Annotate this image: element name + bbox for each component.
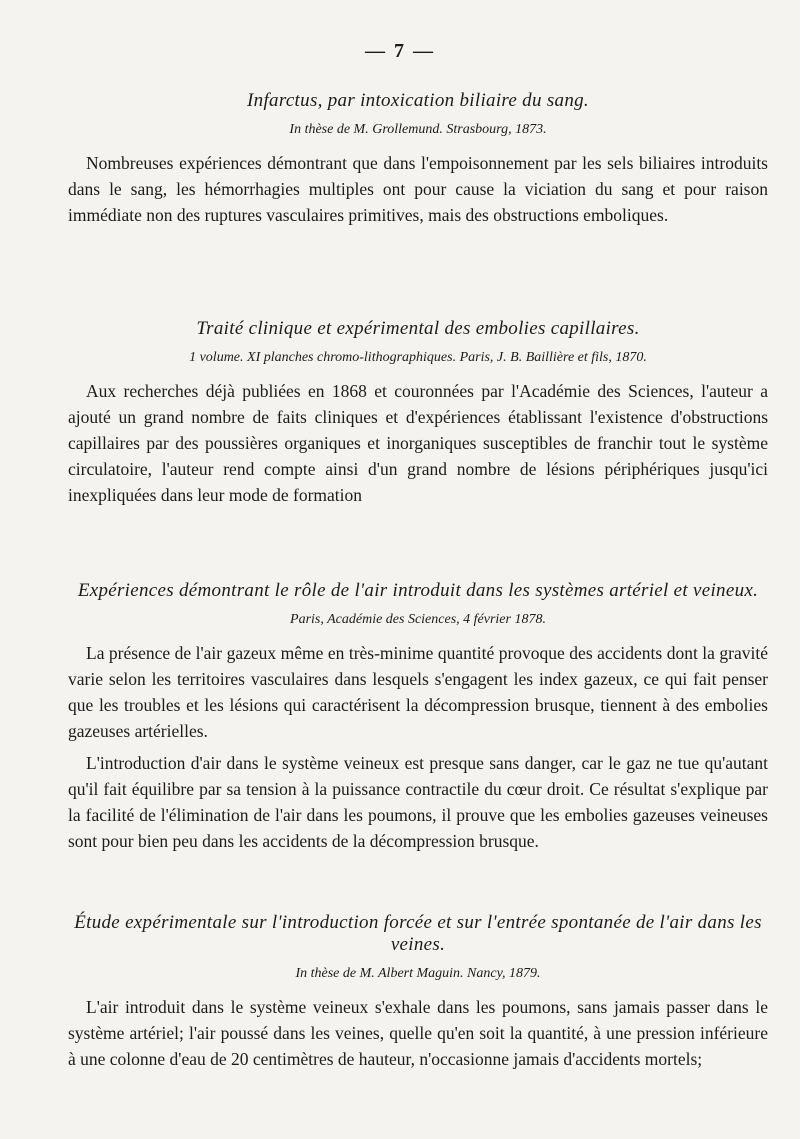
section-etude-air-veines (68, 912, 768, 1072)
section-paragraph: Aux recherches déjà publiées en 1868 et couronnées par l'Académie des Sciences, l'auteur a ajouté un grand nombre de faits cliniques et d'expériences établissant l'existence d'obstructions capillaires par des poussières organiques et inorganiques susceptibles de franchir tout le système circulatoire, l'auteur rend compte ainsi d'un grand nombre de lésions périphériques jusqu'ici inexpliquées dans leur mode de formation (68, 381, 768, 505)
section-source: In thèse de M. Grollemund. Strasbourg, 1873. (289, 122, 547, 137)
section-title: Expériences démontrant le rôle de l'air introduit dans les systèmes artériel et veineux. (77, 580, 759, 601)
section-title: Traité clinique et expérimental des embolies capillaires. (196, 318, 640, 339)
section-source: 1 volume. XI planches chromo-lithographiques. Paris, J. B. Baillière et fils, 1870. (189, 350, 647, 365)
page-number: — 7 — (365, 40, 435, 62)
section-source: Paris, Académie des Sciences, 4 février 1878. (290, 612, 546, 627)
section-paragraph: La présence de l'air gazeux même en très-minime quantité provoque des accidents dont la gravité varie selon les territoires vasculaires dans lesquels s'engagent les index gazeux, ce qui fait penser que les troubles et les lésions qui caractérisent la décompression brusque, tiennent à des embolies gazeuses artérielles. (68, 643, 768, 741)
section-paragraph: Nombreuses expériences démontrant que dans l'empoisonnement par les sels biliaires introduits dans le sang, les hémorrhagies multiples ont pour cause la viciation du sang et pour raison immédiate non des ruptures vasculaires primitives, mais des obstructions emboliques. (68, 153, 768, 225)
section-infarctus (68, 90, 768, 228)
section-experiences-air (68, 580, 768, 854)
section-paragraph: L'air introduit dans le système veineux s'exhale dans les poumons, sans jamais passer dans le système artériel; l'air poussé dans les veines, quelle qu'en soit la quantité, à une pression inférieure à une colonne d'eau de 20 centimètres de hauteur, n'occasionne jamais d'accidents mortels; (68, 997, 768, 1069)
section-paragraph: L'introduction d'air dans le système veineux est presque sans danger, car le gaz ne tue qu'autant qu'il fait équilibre par sa tension à la puissance contractile du cœur droit. Ce résultat s'explique par la facilité de l'élimination de l'air dans les poumons, il prouve que les embolies gazeuses veineuses sont pour bien peu dans les accidents de la décompression brusque. (68, 753, 768, 851)
section-title: Étude expérimentale sur l'introduction forcée et sur l'entrée spontanée de l'air dans les veines. (74, 912, 762, 955)
section-traite-embolies (68, 318, 768, 508)
section-source: In thèse de M. Albert Maguin. Nancy, 1879. (295, 966, 541, 981)
section-title: Infarctus, par intoxication biliaire du sang. (247, 90, 589, 111)
